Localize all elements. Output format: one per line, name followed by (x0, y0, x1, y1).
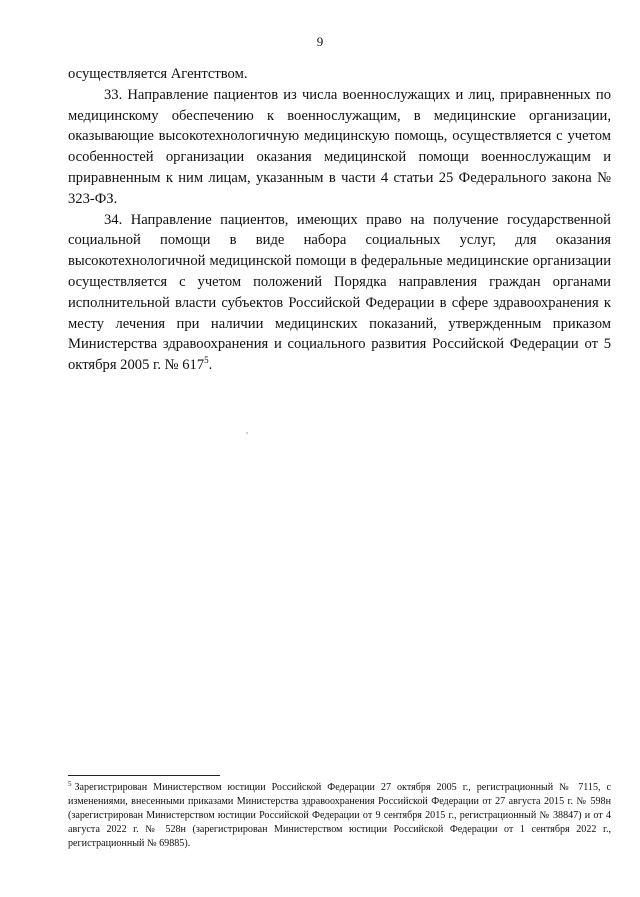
paragraph-34-text: 34. Направление пациентов, имеющих право на получение государственной социальной помощи в виде набора социальных услуг, для оказания высокотехнологичной медицинской помощи в федеральные медицинские организации осуществляется с учетом положений Порядка направления граждан органами исполнительной власти субъектов Российской Федерации в сфере здравоохранения к месту лечения при наличии медицинских показаний, утвержденным приказом Министерства здравоохранения и социального развития Российской Федерации от 5 октября 2005 г. № 617 (68, 211, 611, 374)
footnote-marker: 5 (68, 779, 72, 788)
footnote-reference: 5 (204, 355, 209, 366)
paragraph-34-end: . (208, 357, 213, 374)
scan-speck (246, 432, 248, 434)
footnote-text: Зарегистрирован Министерством юстиции Российской Федерации 27 октября 2005 г., регистрационный № 7115, с изменениями, внесенными приказами Министерства здравоохранения Российской Федерации от 27 августа 2015 г. № 598н (зарегистрирован Министерством юстиции Российской Федерации от 9 сентября 2015 г., регистрационный № 38847) и от 4 августа 2022 г. № 528н (зарегистрирован Министерством юстиции Российской Федерации от 1 сентября 2022 г., регистрационный № 69885). (68, 782, 611, 849)
paragraph-continuation: осуществляется Агентством. (68, 66, 248, 82)
footnote (68, 781, 611, 851)
footnote-divider (68, 775, 220, 776)
paragraph-34 (68, 210, 611, 376)
body-text (68, 64, 611, 376)
page-number: 9 (316, 34, 324, 49)
paragraph-33: 33. Направление пациентов из числа военнослужащих и лиц, приравненных по медицинскому обеспечению к военнослужащим, в медицинские организации, оказывающие высокотехнологичную медицинскую помощь, осуществляется с учетом особенностей организации оказания медицинской помощи военнослужащим и приравненным к ним лицам, указанным в части 4 статьи 25 Федерального закона № 323-ФЗ. (68, 86, 611, 207)
